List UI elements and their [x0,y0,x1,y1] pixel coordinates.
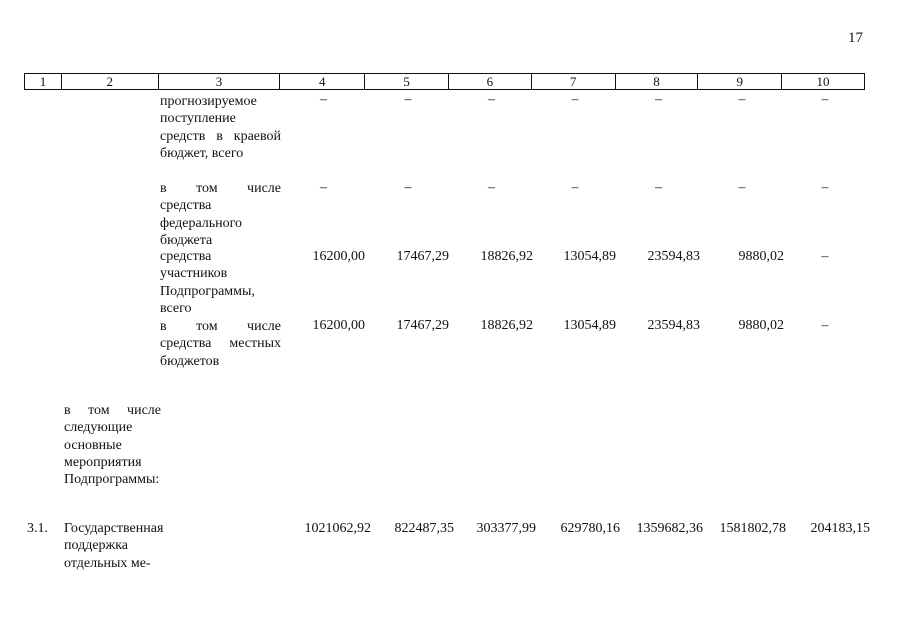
row-3-col-10: – [821,249,829,264]
row-4-col-4: 16200,00 [312,318,365,333]
row-3-col-5: 17467,29 [396,249,449,264]
row-4-col-6: 18826,92 [480,318,533,333]
row-2-col-5: – [404,180,412,195]
header-col-8: 8 [616,74,699,89]
row-2-col-8: – [655,180,662,195]
row-2-col-6: – [488,180,495,195]
page-number: 17 [848,30,863,46]
row-2-col-4: – [320,180,327,195]
row-1-col-8: – [655,92,662,107]
row-1-col-4: – [320,92,327,107]
header-col-1: 1 [25,74,62,89]
header-col-3: 3 [159,74,281,89]
row-4-col-10: – [821,318,829,333]
item-col-4: 1021062,92 [304,521,371,536]
row-1-col-10: – [821,92,829,107]
item-col-8: 1359682,36 [636,521,703,536]
table-header-row [24,73,865,90]
row-1-col-5: – [404,92,412,107]
header-col-4: 4 [280,74,365,89]
row-label-participants: средства участников Подпрограммы, всего [160,249,255,316]
row-4-col-9: 9880,02 [738,318,784,333]
item-number: 3.1. [27,521,48,536]
section-heading: в том числе следующие основные мероприятия Подпрограммы: [64,403,161,488]
header-col-5: 5 [365,74,449,89]
row-label-federal-budget: в том числе средства федерального бюджета [160,181,281,248]
row-label-local-budgets: в том числе средства местных бюджетов [160,319,281,369]
row-3-col-8: 23594,83 [647,249,700,264]
item-label: Государственная поддержка отдельных ме- [64,521,164,571]
row-1-col-6: – [488,92,495,107]
header-col-2: 2 [62,74,159,89]
row-4-col-5: 17467,29 [396,318,449,333]
row-3-col-9: 9880,02 [738,249,784,264]
item-col-6: 303377,99 [476,521,536,536]
row-1-col-7: – [571,92,579,107]
row-3-col-7: 13054,89 [563,249,616,264]
row-3-col-6: 18826,92 [480,249,533,264]
header-col-10: 10 [816,74,830,89]
row-4-col-7: 13054,89 [563,318,616,333]
row-2-col-7: – [571,180,579,195]
row-3-col-4: 16200,00 [312,249,365,264]
row-1-col-9: – [738,92,746,107]
item-col-9: 1581802,78 [719,521,786,536]
header-col-9: 9 [698,74,782,89]
row-2-col-9: – [738,180,746,195]
item-col-7: 629780,16 [560,521,620,536]
header-col-7: 7 [532,74,616,89]
item-col-10: 204183,15 [810,521,870,536]
item-col-5: 822487,35 [394,521,454,536]
header-col-6: 6 [449,74,532,89]
row-2-col-10: – [821,180,829,195]
row-label-regional-budget: прогнозируемое поступление средств в краевой бюджет, всего [160,94,281,161]
row-4-col-8: 23594,83 [647,318,700,333]
